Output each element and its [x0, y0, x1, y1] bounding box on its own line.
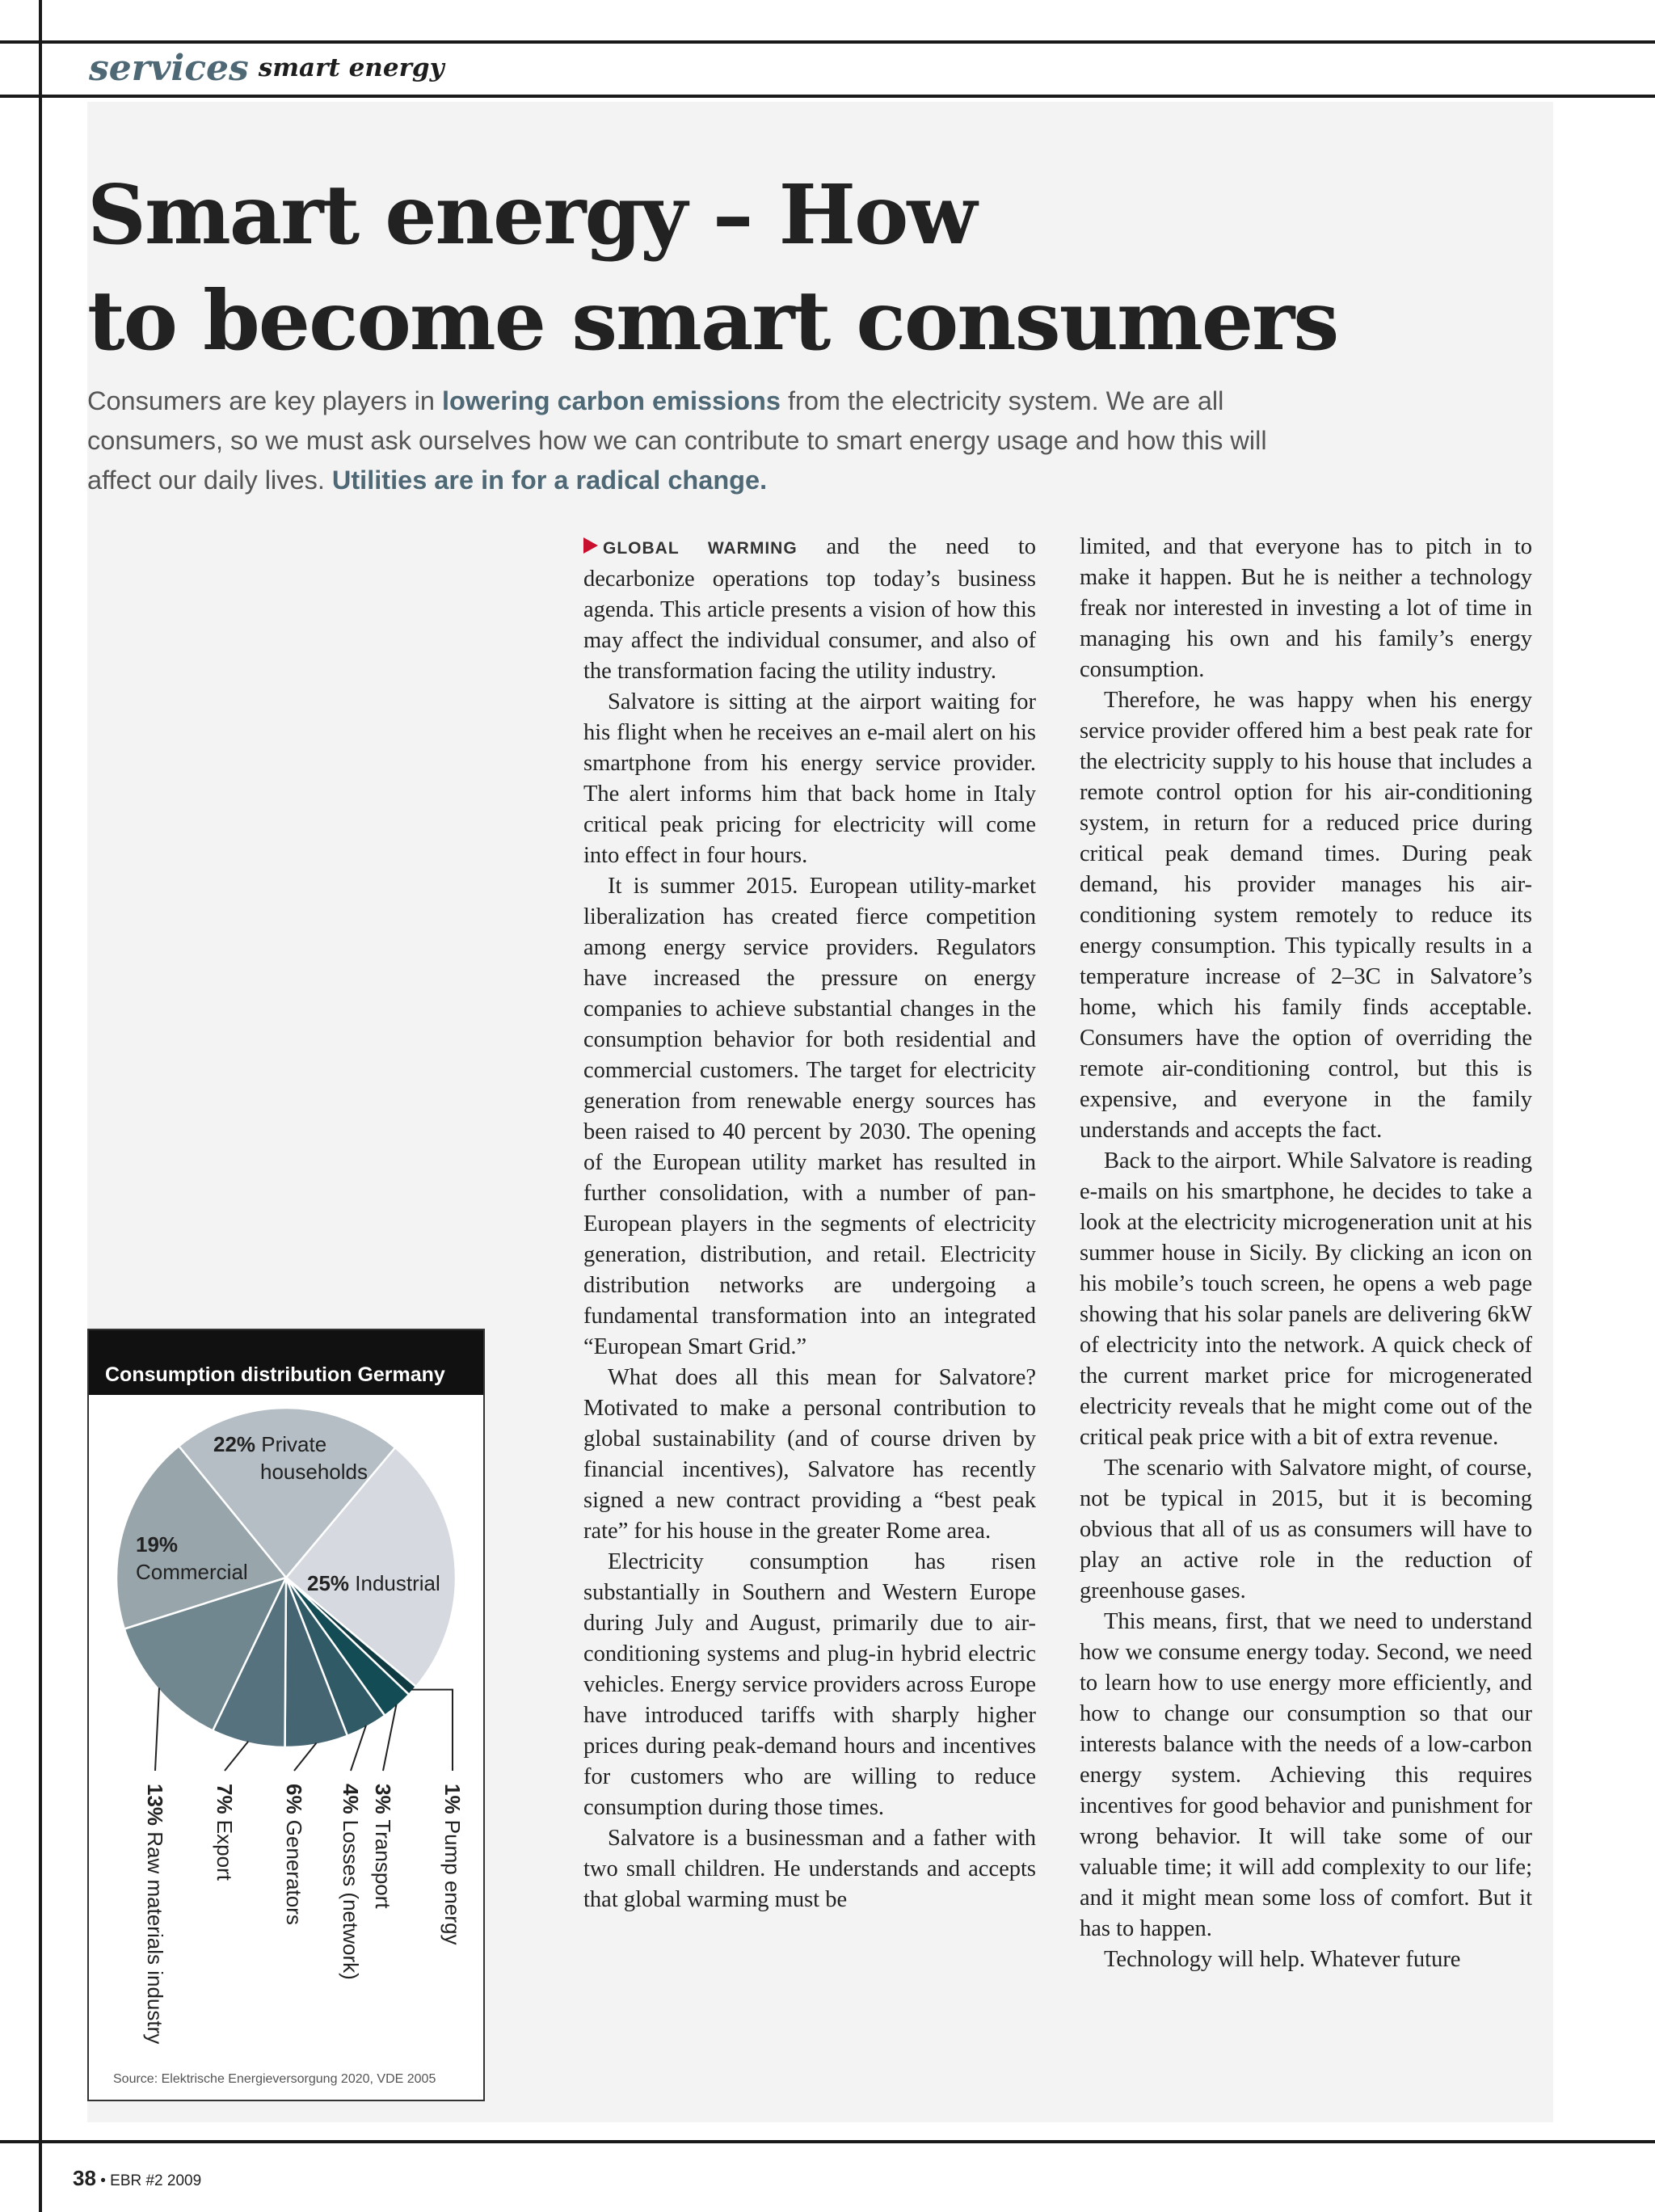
section-header: [89, 44, 444, 92]
slice-label: 4% Losses (network): [339, 1784, 363, 1980]
paragraph: Back to the airport. While Salvatore is reading e-mails on his smartphone, he decides to take a look at the electricity microgeneration unit at his summer house in Sicily. By clicking an icon on his mobile’s touch screen, he opens a web page showing that his solar panels are delivering 6kW of electricity into the network. A quick check of the current market price for microgenerated electricity reveals that he might come out of the critical peak price with a bit of extra revenue.: [1080, 1148, 1532, 1450]
paragraph-text: and the need to decarbonize operations top today’s business agenda. This article presents a vision of how this may affect the individual consumer, and also of the transformation facing the utility industry.: [583, 534, 1037, 684]
leader-line: [411, 1690, 453, 1771]
body-column-2: [1080, 532, 1532, 1975]
slice-label: 25% Industrial: [307, 1571, 440, 1595]
triangle-marker-icon: [583, 537, 598, 554]
article-title: [87, 162, 1461, 373]
deck-highlight: Utilities are in for a radical change.: [331, 466, 768, 495]
leader-line: [225, 1742, 248, 1771]
paragraph: Salvatore is a businessman and a father with two small children. He understands and accepts that global warming must be: [583, 1826, 1036, 1912]
deck-part: Consumers are key players in: [87, 386, 442, 415]
paragraph: The scenario with Salvatore might, of course, not be typical in 2015, but it is becoming obvious that all of us as consumers will have to play an active role in the reduction of greenhouse gases.: [1080, 1456, 1532, 1603]
issue-label: EBR #2 2009: [110, 2172, 202, 2189]
pie-chart-box: [87, 1329, 485, 2101]
title-line-2: to become smart consumers: [87, 272, 1338, 369]
slice-label: 22% Private: [213, 1432, 327, 1456]
header-rule: [0, 95, 1655, 98]
slice-label: Commercial: [136, 1560, 248, 1584]
slice-label: 1% Pump energy: [440, 1784, 465, 1945]
footer-rule: [0, 2140, 1655, 2143]
section-name: services: [89, 47, 249, 89]
title-line-1: Smart energy – How: [87, 166, 976, 263]
paragraph: [583, 532, 1036, 687]
chart-source: Source: Elektrische Energieversorgung 2020, VDE 2005: [113, 2072, 436, 2086]
slice-label: 6% Generators: [282, 1784, 306, 1925]
slice-label: 7% Export: [213, 1784, 237, 1881]
pie-chart: [89, 1330, 486, 2103]
page-number: 38: [73, 2166, 96, 2190]
article-deck: [87, 381, 1332, 500]
paragraph: What does all this mean for Salvatore? Motivated to make a personal contribution to global sustainability (and of course driven by financial incentives), Salvatore has recently signed a new contract providing a “best peak rate” for his house in the greater Rome area.: [583, 1365, 1036, 1544]
subsection-name: smart energy: [258, 53, 444, 82]
paragraph: This means, first, that we need to understand how we consume energy today. Second, we need to learn how to use energy more efficiently, and how to change our consumption so that our interests balance with the needs of a low-carbon energy system. Achieving this requires incentives for good behavior and punishment for wrong behavior. It will take some of our valuable time; it will add complexity to our life; and it might mean some loss of comfort. But it has to happen.: [1080, 1609, 1532, 1941]
kicker: GLOBAL WARMING: [603, 539, 798, 558]
deck-highlight: lowering carbon emissions: [441, 386, 781, 415]
paragraph: Electricity consumption has risen substantially in Southern and Western Europe during July and August, primarily due to air-conditioning systems and plug-in hybrid electric vehicles. Energy service providers across Europe have introduced tariffs with sharply higher prices during peak-demand hours and incentives for customers who are willing to reduce consumption during those times.: [583, 1549, 1036, 1820]
paragraph: Therefore, he was happy when his energy service provider offered him a best peak rate for the electricity supply to his house that includes a remote control option for his air-conditioning system, in return for a reduced price during critical peak demand times. During peak demand, his provider manages his air-conditioning system remotely to reduce its energy consumption. This typically results in a temperature increase of 2–3C in Salvatore’s home, which his family finds acceptable. Consumers have the option of overriding the remote air-conditioning control, but this is expensive, and everyone in the family understands and accepts the fact.: [1080, 688, 1532, 1143]
slice-label: 13% Raw materials industry: [143, 1784, 167, 2045]
paragraph: Salvatore is sitting at the airport waiting for his flight when he receives an e-mail alert on his smartphone from his energy service provider. The alert informs him that back home in Italy critical peak pricing for electricity will come into effect in four hours.: [583, 689, 1036, 868]
page-footer: 38 • EBR #2 2009: [73, 2166, 202, 2190]
paragraph: It is summer 2015. European utility-market liberalization has created fierce competition among energy service providers. Regulators have increased the pressure on energy companies to achieve substantial changes in the consumption behavior for both residential and commercial customers. The target for electricity generation from renewable energy sources has been raised to 40 percent by 2030. The opening of the European utility market has resulted in further consolidation, with a number of pan-European players in the segments of electricity generation, distribution, and retail. Electricity distribution networks are undergoing a fundamental transformation into an integrated “European Smart Grid.”: [583, 874, 1036, 1359]
slice-label: 3% Transport: [371, 1784, 395, 1909]
chart-title: Consumption distribution Germany: [89, 1330, 483, 1395]
slice-label: households: [260, 1460, 368, 1484]
paragraph: Technology will help. Whatever future: [1104, 1947, 1461, 1972]
body-column-1: [583, 532, 1036, 1915]
slice-label: 19%: [136, 1532, 179, 1557]
paragraph: limited, and that everyone has to pitch in to make it happen. But he is neither a technology freak nor interested in investing a lot of time in managing his own and his family’s energy consumption.: [1080, 534, 1532, 682]
leader-line: [155, 1688, 159, 1772]
left-rule: [39, 0, 42, 2212]
deck-part: from the electricity system. We are all consumers, so we must ask ourselves how we can contribute to smart energy usage and how this will affect our daily lives.: [87, 386, 1267, 495]
